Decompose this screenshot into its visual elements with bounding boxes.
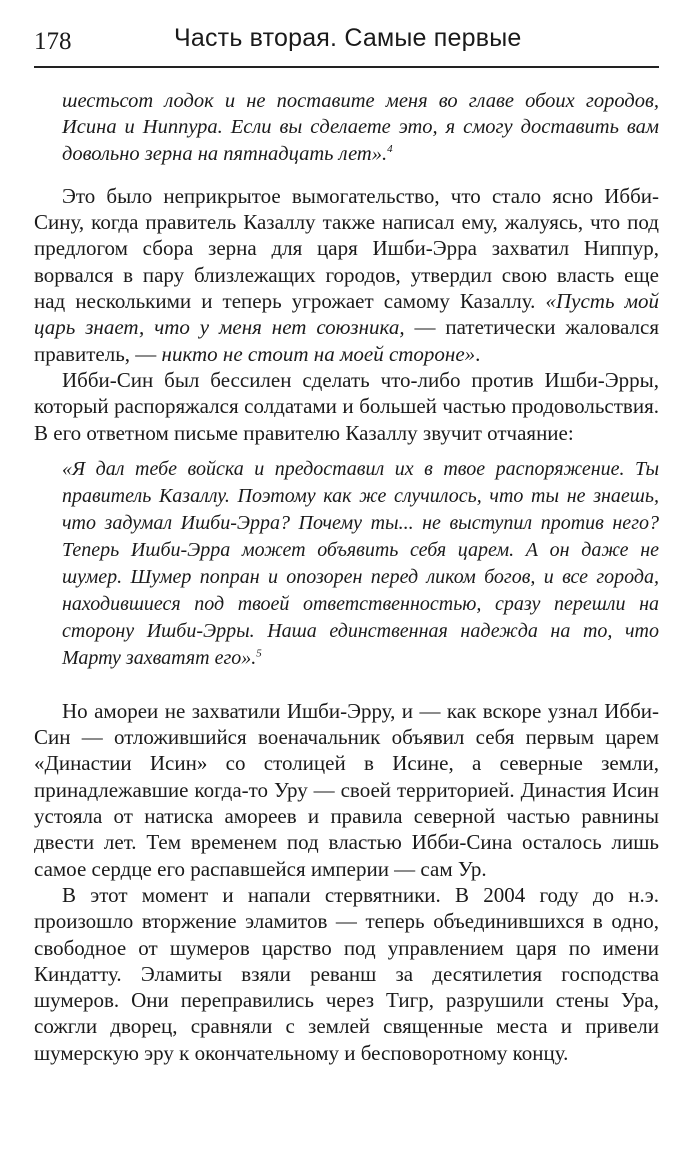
page-header — [34, 18, 659, 68]
paragraph — [34, 183, 659, 367]
block-quote — [34, 456, 659, 672]
quote-continuation-text: шестьсот лодок и не поставите меня во главе обоих городов, Исина и Ниппура. Если вы сделаете это, я смогу доставить вам довольно зерна на пятнадцать лет». — [62, 90, 659, 165]
footnote-ref-5: 5 — [256, 647, 262, 660]
paragraph: Но амореи не захватили Ишби-Эрру, и — как вскоре узнал Ибби-Син — отложившийся военачальник объявил себя первым царем «Династии Исин» со столицей в Исине, а северные земли, принадлежавшие когда-то Уру — своей территорией. Династия Исин устояла от натиска амореев и правила северной частью равнины двести лет. Тем временем под властью Ибби-Сина осталось лишь самое сердце его распавшейся империи — сам Ур. — [34, 698, 659, 881]
paragraph-text: . — [475, 341, 481, 366]
page-number: 178 — [34, 28, 72, 55]
page-body — [34, 88, 659, 1066]
footnote-ref-4: 4 — [387, 142, 393, 155]
paragraph: В этот момент и напали стервятники. В 2004 году до н.э. произошло вторжение эламитов — теперь объединившихся в одно, свободное от шумеров царство под управлением царя по имени Киндатту. Эламиты взяли реванш за десятилетия господства шумеров. Они переправились через Тигр, разрушили стены Ура, сожгли дворец, сравняли с землей священные места и привели шумерскую эру к окончательному и бесповоротному концу. — [34, 882, 659, 1065]
paragraph: Ибби-Син был бессилен сделать что-либо против Ишби-Эрры, который распоряжался солдатами и большей частью продовольствия. В его ответном письме правителю Казаллу звучит отчаяние: — [34, 367, 659, 445]
paragraph-text: — патетически жаловался правитель, — — [34, 315, 659, 366]
inline-quote: «Пусть мой царь знает, что у меня нет союзника, — [34, 289, 660, 340]
running-title: Часть вторая. Самые первые — [174, 24, 522, 52]
quote-continuation — [34, 88, 659, 167]
block-quote-text: «Я дал тебе войска и предоставил их в твое распоряжение. Ты правитель Казаллу. Поэтому как же случилось, что ты не знаешь, что задумал Ишби-Эрра? Почему ты... не выступил против него? Теперь Ишби-Эрра может объявить себя царем. А он даже не шумер. Шумер попран и опозорен перед ликом богов, и все города, находившиеся под твоей ответственностью, сразу перешли на сторону Ишби-Эрры. Наша единственная надежда на то, что Марту захватят его». — [62, 457, 659, 669]
inline-quote: никто не стоит на моей стороне» — [161, 341, 476, 366]
paragraph-text: Это было неприкрытое вымогательство, что стало ясно Ибби-Сину, когда правитель Казаллу также написал ему, жалуясь, что под предлогом сбора зерна для царя Ишби-Эрра захватил Ниппур, ворвался в пару близлежащих городов, утвердил свою власть еще над несколькими и теперь угрожает самому Казаллу. — [34, 183, 659, 314]
